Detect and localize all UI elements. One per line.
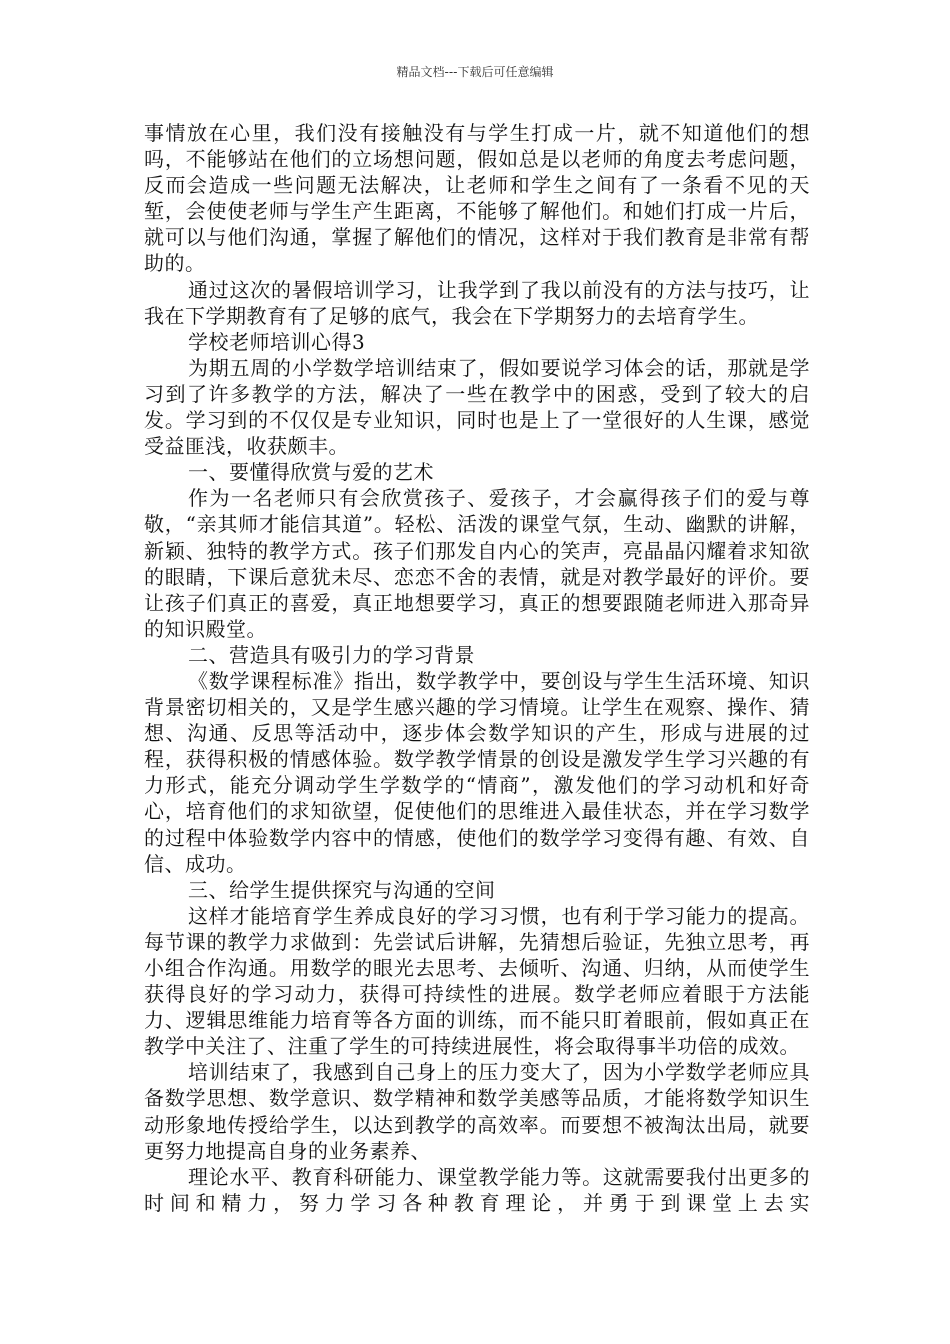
paragraph: 作为一名老师只有会欣赏孩子、爱孩子，才会赢得孩子们的爱与尊敬，“亲其师才能信其道”。轻松、活泼的课堂气氛，生动、幽默的讲解，新颖、独特的教学方式。孩子们那发自内心的笑声，亮晶晶闪耀着求知欲的眼睛，下课后意犹未尽、恋恋不舍的表情，就是对教学最好的评价。要让孩子们真正的喜爱，真正地想要学习，真正的想要跟随老师进入那奇异的知识殿堂。 xyxy=(144,486,810,641)
section-heading: 二、营造具有吸引力的学习背景 xyxy=(188,642,475,667)
paragraph: 为期五周的小学数学培训结束了，假如要说学习体会的话，那就是学习到了许多教学的方法，解决了一些在教学中的困惑，受到了较大的启发。学习到的不仅仅是专业知识，同时也是上了一堂很好的人生课，感觉受益匪浅，收获颇丰。 xyxy=(144,355,810,459)
section-heading: 三、给学生提供探究与沟通的空间 xyxy=(188,877,496,902)
paragraph: 这样才能培育学生养成良好的学习习惯，也有利于学习能力的提高。每节课的教学力求做到：先尝试后讲解，先猜想后验证，先独立思考，再小组合作沟通。用数学的眼光去思考、去倾听、沟通、归纳，从而使学生获得良好的学习动力，获得可持续性的进展。数学老师应着眼于方法能力、逻辑思维能力培育等各方面的训练，而不能只盯着眼前，假如真正在教学中关注了、注重了学生的可持续进展性，将会取得事半功倍的成效。 xyxy=(144,903,810,1059)
page-header: 精品文档---下载后可任意编辑 xyxy=(396,65,554,79)
paragraph: 《数学课程标准》指出，数学教学中，要创设与学生生活环境、知识背景密切相关的，又是学生感兴趣的学习情境。让学生在观察、操作、猜想、沟通、反思等活动中，逐步体会数学知识的产生，形成与进展的过程，获得积极的情感体验。数学教学情景的创设是激发学生学习兴趣的有力形式，能充分调动学生学数学的“情商”，激发他们的学习动机和好奇心，培育他们的求知欲望，促使他们的思维进入最佳状态，并在学习数学的过程中体验数学内容中的情感，使他们的数学学习变得有趣、有效、自信、成功。 xyxy=(144,668,810,876)
section-heading: 一、要懂得欣赏与爱的艺术 xyxy=(188,460,434,485)
paragraph: 理论水平、教育科研能力、课堂教学能力等。这就需要我付出更多的时间和精力，努力学习各种教育理论，并勇于到课堂上去实 xyxy=(144,1164,810,1215)
paragraph: 通过这次的暑假培训学习，让我学到了我以前没有的方法与技巧，让我在下学期教育有了足够的底气，我会在下学期努力的去培育学生。 xyxy=(144,277,810,328)
paragraph: 事情放在心里，我们没有接触没有与学生打成一片，就不知道他们的想吗，不能够站在他们的立场想问题，假如总是以老师的角度去考虑问题，反而会造成一些问题无法解决，让老师和学生之间有了一条看不见的天堑，会使使老师与学生产生距离，不能够了解他们。和她们打成一片后，就可以与他们沟通，掌握了解他们的情况，这样对于我们教育是非常有帮助的。 xyxy=(144,121,810,276)
section-title: 学校老师培训心得3 xyxy=(188,329,366,354)
document-body xyxy=(144,120,810,1216)
paragraph: 培训结束了，我感到自己身上的压力变大了，因为小学数学老师应具备数学思想、数学意识、数学精神和数学美感等品质，才能将数学知识生动形象地传授给学生，以达到教学的高效率。而要想不被淘汰出局，就要更努力地提高自身的业务素养、 xyxy=(144,1060,810,1163)
